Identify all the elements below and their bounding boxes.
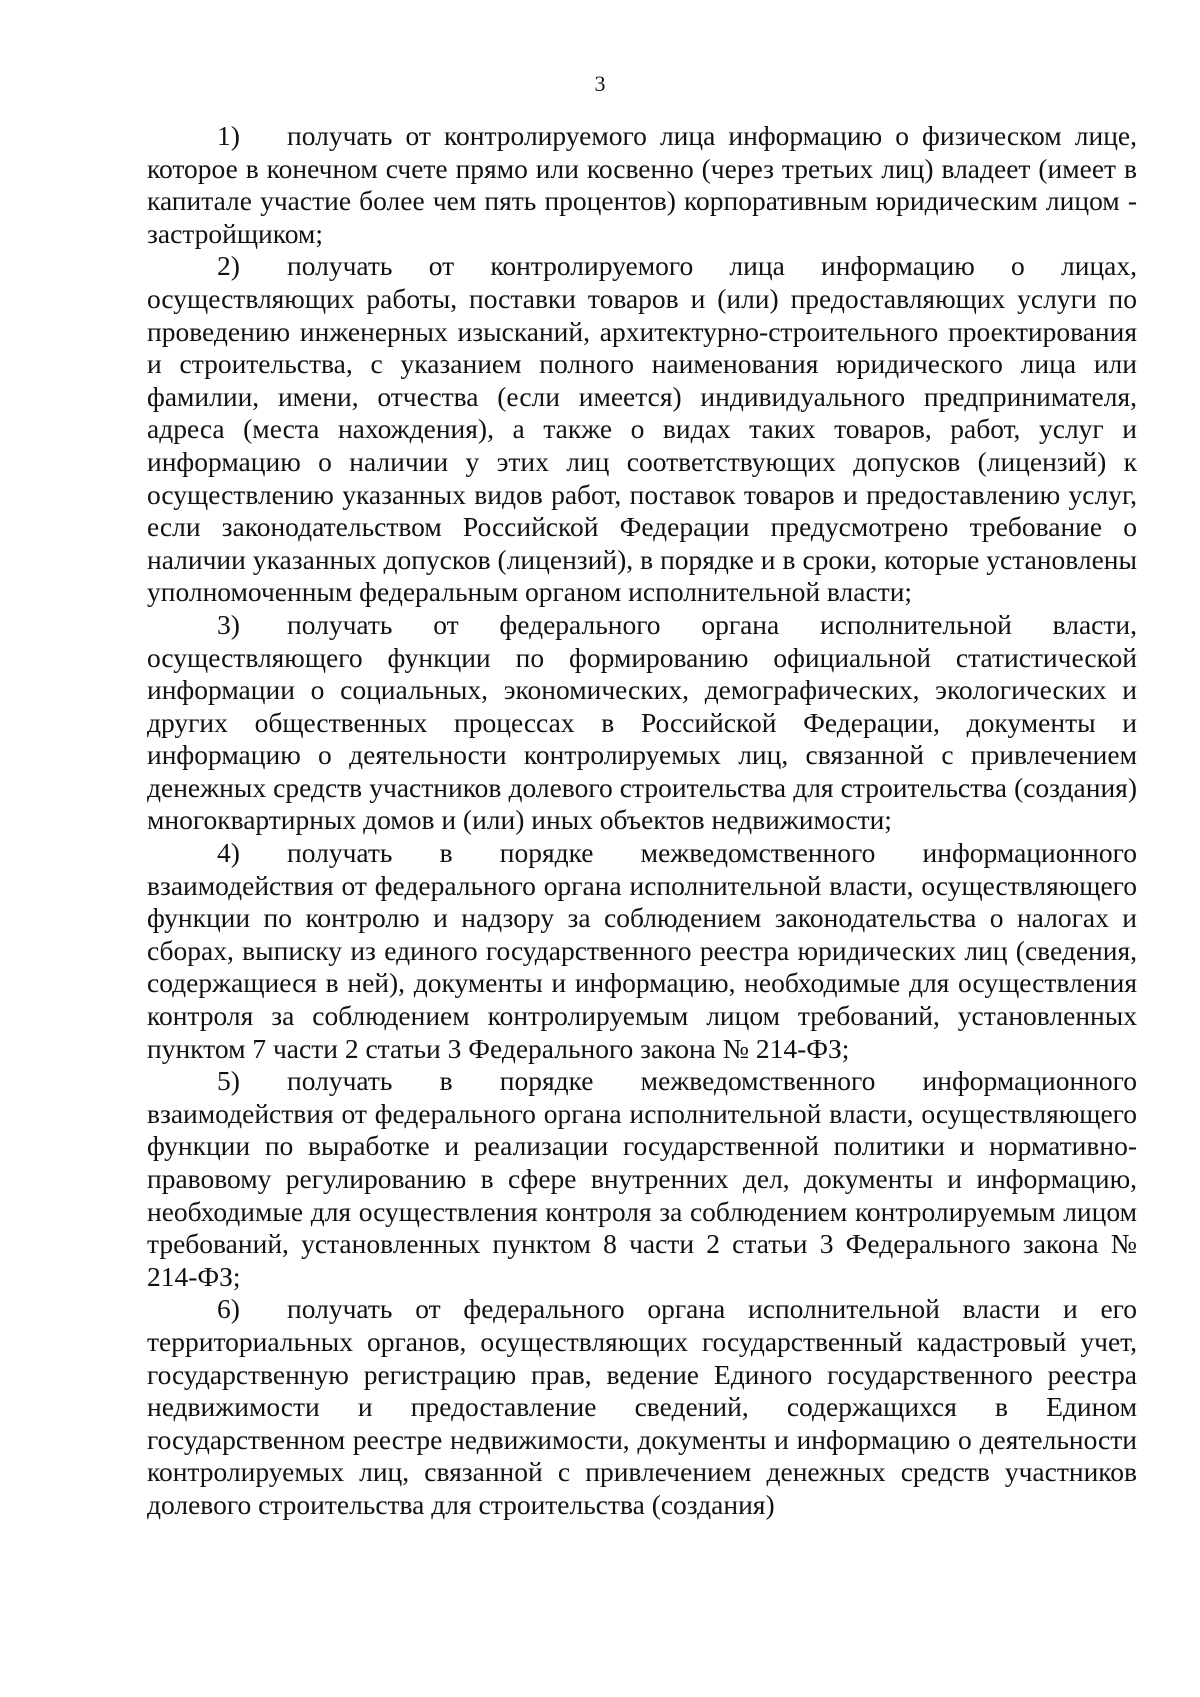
item-text: получать от контролируемого лица информацию о физическом лице, которое в конечном счете прямо или косвенно (через третьих лиц) владеет (имеет в капитале участие более чем пять процентов) корпоративным юридическим лицом - застройщиком; (147, 120, 1137, 249)
list-item (147, 250, 1137, 609)
list-item (147, 837, 1137, 1065)
item-number: 3) (217, 608, 240, 640)
list-item (147, 609, 1137, 837)
item-number: 1) (217, 120, 240, 151)
list-item (147, 1065, 1137, 1293)
item-text: получать от федерального органа исполнительной власти, осуществляющего функции по формированию официальной статистической информации о социальных, экономических, демографических, экологических и других общественных процессах в Российской Федерации, документы и информацию о деятельности контролируемых лиц, связанной с привлечением денежных средств участников долевого строительства для строительства (создания) многоквартирных домов и (или) иных объектов недвижимости; (147, 608, 1137, 836)
item-text: получать в порядке межведомственного информационного взаимодействия от федерального органа исполнительной власти, осуществляющего функции по выработке и реализации государственной политики и нормативно-правовому регулированию в сфере внутренних дел, документы и информацию, необходимые для осуществления контроля за соблюдением контролируемым лицом требований, установленных пунктом 8 части 2 статьи 3 Федерального закона № 214-ФЗ; (147, 1065, 1137, 1292)
item-number: 4) (217, 837, 240, 869)
page-number: 3 (594, 71, 606, 96)
list-item (147, 1293, 1137, 1521)
item-number: 5) (217, 1065, 240, 1097)
item-number: 6) (217, 1293, 240, 1325)
item-text: получать от контролируемого лица информацию о лицах, осуществляющих работы, поставки товаров и (или) предоставляющих услуги по проведению инженерных изысканий, архитектурно-строительного проектирования и строительства, с указанием полного наименования юридического лица или фамилии, имени, отчества (если имеется) индивидуального предпринимателя, адреса (места нахождения), а также о видах таких товаров, работ, услуг и информацию о наличии у этих лиц соответствующих допусков (лицензий) к осуществлению указанных видов работ, поставок товаров и предоставлению услуг, если законодательством Российской Федерации предусмотрено требование о наличии указанных допусков (лицензий), в порядке и в сроки, которые установлены уполномоченным федеральным органом исполнительной власти; (147, 250, 1137, 608)
item-text: получать в порядке межведомственного информационного взаимодействия от федерального органа исполнительной власти, осуществляющего функции по контролю и надзору за соблюдением законодательства о налогах и сборах, выписку из единого государственного реестра юридических лиц (сведения, содержащиеся в ней), документы и информацию, необходимые для осуществления контроля за соблюдением контролируемым лицом требований, установленных пунктом 7 части 2 статьи 3 Федерального закона № 214-ФЗ; (147, 837, 1137, 1064)
document-body (147, 120, 1137, 1522)
item-text: получать от федерального органа исполнительной власти и его территориальных органов, осуществляющих государственный кадастровый учет, государственную регистрацию прав, ведение Единого государственного реестра недвижимости и предоставление сведений, содержащихся в Едином государственном реестре недвижимости, документы и информацию о деятельности контролируемых лиц, связанной с привлечением денежных средств участников долевого строительства для строительства (создания) (147, 1293, 1137, 1520)
list-item (147, 120, 1137, 250)
item-number: 2) (217, 250, 240, 282)
